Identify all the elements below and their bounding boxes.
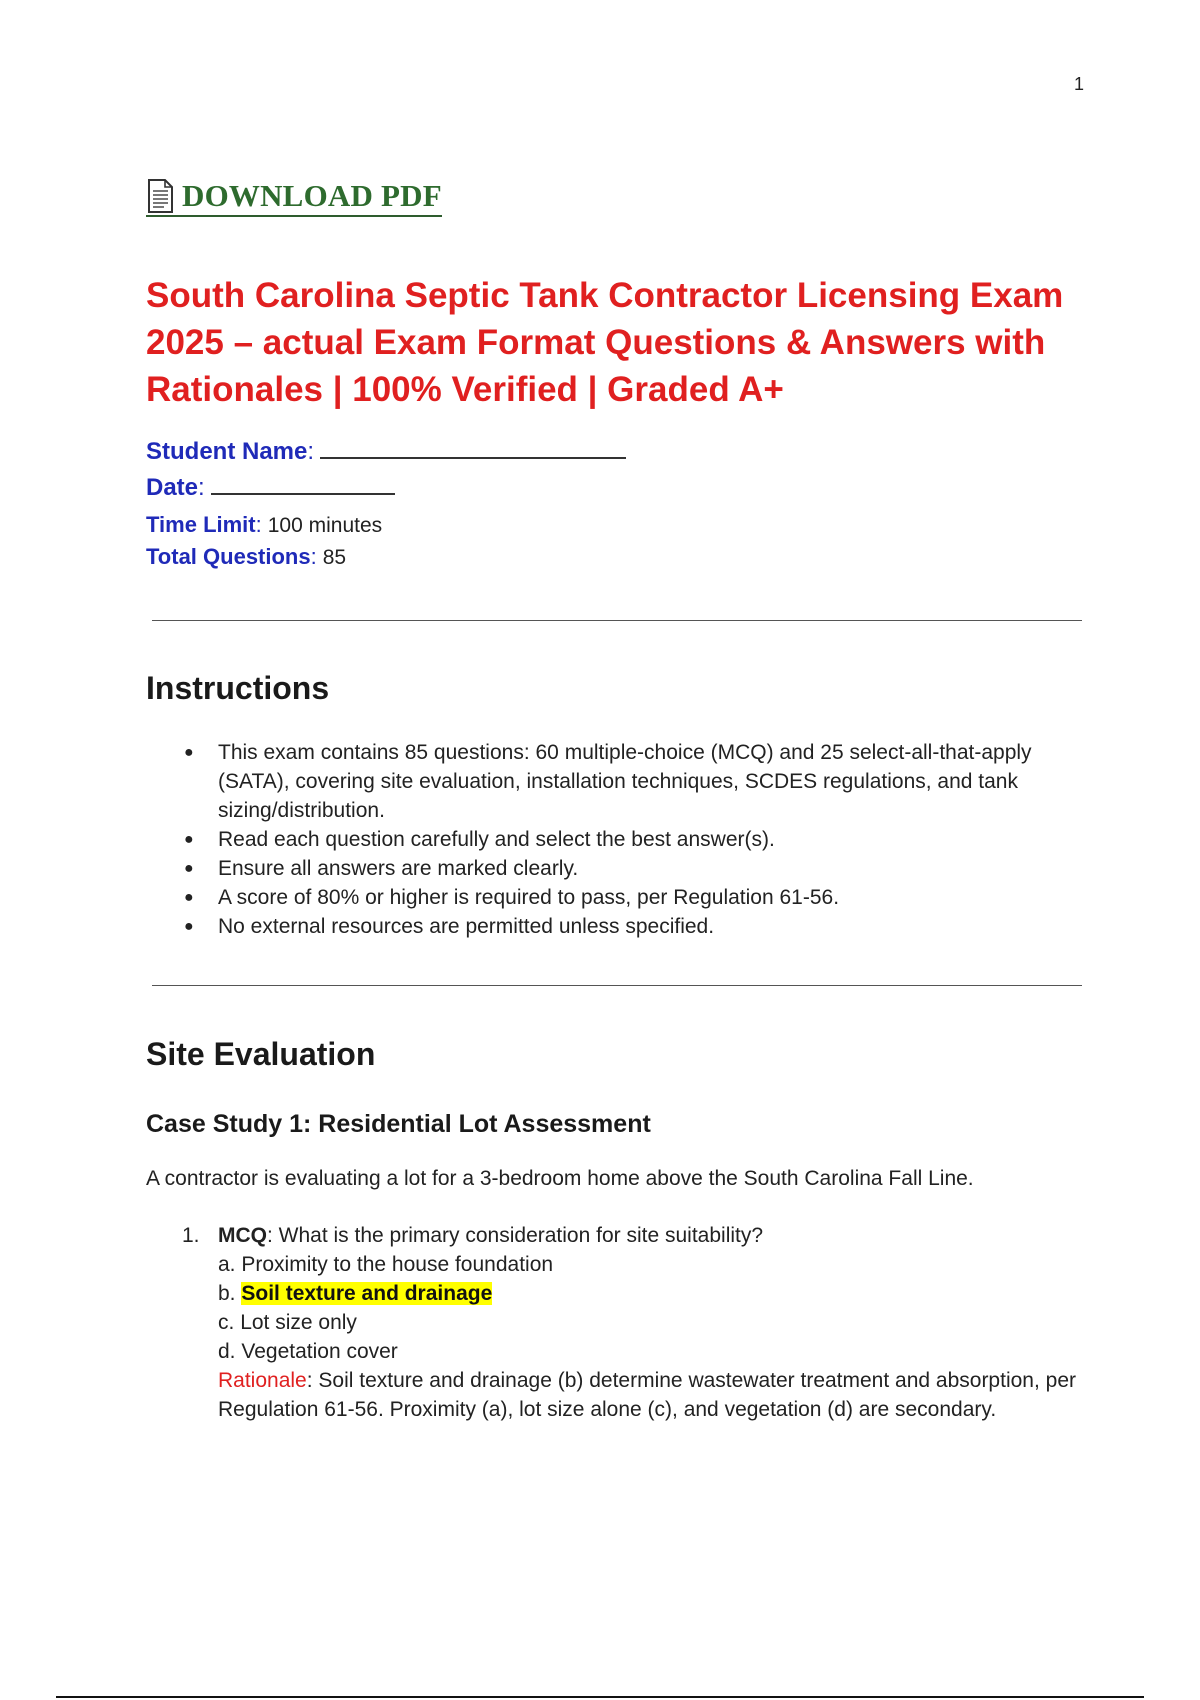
question-1 [146, 1221, 1096, 1424]
student-name-row: Student Name : [146, 438, 626, 474]
question-text: : What is the primary consideration for site suitability? [267, 1224, 764, 1247]
instructions-heading: Instructions [146, 670, 330, 706]
list-item: ● A score of 80% or higher is required to pass, per Regulation 61-56. [146, 883, 1106, 912]
site-evaluation-heading: Site Evaluation [146, 1036, 376, 1072]
page-bottom-rule [56, 1696, 1144, 1698]
bullet-icon: ● [184, 918, 194, 935]
time-limit-label: Time Limit [146, 512, 256, 537]
list-item: ● This exam contains 85 questions: 60 multiple-choice (MCQ) and 25 select-all-that-apply (SATA), covering site evaluation, installation techniques, SCDES regulations, and tank sizing/distribution. [146, 738, 1106, 825]
bullet-icon: ● [184, 744, 194, 761]
instructions-list [146, 738, 1106, 941]
divider [152, 985, 1082, 986]
question-number: 1. [182, 1224, 200, 1247]
option-d[interactable]: d. Vegetation cover [218, 1340, 398, 1363]
rationale-label: Rationale [218, 1369, 307, 1392]
list-item: ● Ensure all answers are marked clearly. [146, 854, 1106, 883]
option-a[interactable]: a. Proximity to the house foundation [218, 1253, 554, 1276]
download-pdf-label: DOWNLOAD PDF [182, 178, 442, 213]
student-name-blank[interactable] [320, 439, 626, 459]
list-item: ● Read each question carefully and select the best answer(s). [146, 825, 1106, 854]
page-number: 1 [1074, 74, 1085, 94]
rationale [146, 1366, 1096, 1424]
divider [152, 620, 1082, 621]
bullet-icon: ● [184, 831, 194, 848]
case-intro: A contractor is evaluating a lot for a 3-bedroom home above the South Carolina Fall Line. [146, 1167, 974, 1190]
bullet-icon: ● [184, 860, 194, 877]
document-icon [146, 179, 174, 213]
total-questions-row: Total Questions : 85 [146, 544, 347, 569]
date-row: Date : [146, 474, 626, 512]
time-limit-row: Time Limit : 100 minutes [146, 512, 383, 537]
option-c[interactable]: c. Lot size only [218, 1311, 357, 1334]
total-questions-label: Total Questions [146, 544, 311, 569]
question-type: MCQ [218, 1224, 267, 1247]
time-limit-value: 100 minutes [267, 514, 383, 537]
date-label: Date [146, 474, 199, 501]
correct-answer-highlight: Soil texture and drainage [241, 1282, 493, 1305]
document-title: South Carolina Septic Tank Contractor Licensing Exam 2025 – actual Exam Format Questions & Answers with Rationales | 100% Verified | Graded A+ [146, 276, 1064, 409]
total-questions-value: 85 [322, 546, 347, 569]
rationale-text: : Soil texture and drainage (b) determine wastewater treatment and absorption, per Regulation 61-56. Proximity (a), lot size alone (c), and vegetation (d) are secondary. [218, 1369, 1076, 1421]
list-item: ● No external resources are permitted unless specified. [146, 912, 1106, 941]
question-stem [146, 1221, 1096, 1250]
case-study-heading: Case Study 1: Residential Lot Assessment [146, 1110, 651, 1138]
student-name-label: Student Name [146, 438, 308, 465]
download-pdf-link[interactable] [146, 178, 442, 217]
bullet-icon: ● [184, 889, 194, 906]
exam-meta [146, 438, 626, 576]
date-blank[interactable] [211, 475, 395, 495]
option-b[interactable]: b. Soil texture and drainage [218, 1282, 493, 1305]
